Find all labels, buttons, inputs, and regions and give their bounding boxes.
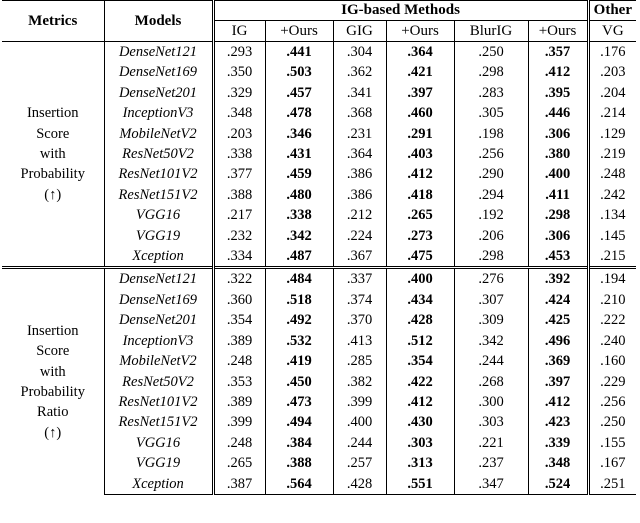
cell-ig: .334 (213, 246, 265, 268)
cell-blurig-ours: .357 (528, 42, 588, 63)
cell-blurig-ours: .380 (528, 144, 588, 164)
cell-gig-ours: .412 (386, 392, 454, 412)
col-header-blurig-ours: +Ours (528, 21, 588, 42)
cell-blurig: .283 (454, 83, 528, 103)
cell-blurig: .192 (454, 205, 528, 225)
cell-gig: .400 (333, 412, 386, 432)
cell-blurig-ours: .306 (528, 124, 588, 144)
cell-gig: .364 (333, 144, 386, 164)
cell-blurig-ours: .392 (528, 268, 588, 290)
cell-ig-ours: .459 (265, 164, 333, 184)
cell-ig: .389 (213, 331, 265, 351)
cell-gig: .337 (333, 268, 386, 290)
cell-blurig-ours: .339 (528, 433, 588, 453)
model-name: VGG19 (104, 226, 213, 246)
ig-group-header: IG-based Methods (213, 1, 588, 21)
metric-label (2, 268, 104, 494)
cell-gig: .368 (333, 103, 386, 123)
cell-gig: .386 (333, 164, 386, 184)
cell-gig-ours: .421 (386, 62, 454, 82)
cell-gig-ours: .418 (386, 185, 454, 205)
group-header-row (2, 1, 636, 21)
cell-ig: .248 (213, 351, 265, 371)
cell-blurig-ours: .369 (528, 351, 588, 371)
col-header-gig: GIG (333, 21, 386, 42)
cell-blurig-ours: .446 (528, 103, 588, 123)
model-name: ResNet151V2 (104, 412, 213, 432)
cell-ig-ours: .487 (265, 246, 333, 268)
cell-ig-ours: .484 (265, 268, 333, 290)
cell-vg: .176 (588, 42, 636, 63)
cell-vg: .160 (588, 351, 636, 371)
cell-gig-ours: .291 (386, 124, 454, 144)
cell-blurig-ours: .524 (528, 474, 588, 495)
cell-blurig-ours: .412 (528, 392, 588, 412)
models-header: Models (104, 1, 213, 42)
cell-vg: .145 (588, 226, 636, 246)
cell-gig-ours: .412 (386, 164, 454, 184)
cell-ig: .248 (213, 433, 265, 453)
cell-blurig: .298 (454, 62, 528, 82)
cell-vg: .194 (588, 268, 636, 290)
cell-gig: .374 (333, 290, 386, 310)
model-name: ResNet101V2 (104, 164, 213, 184)
metrics-header: Metrics (2, 1, 104, 42)
model-name: MobileNetV2 (104, 351, 213, 371)
cell-gig-ours: .460 (386, 103, 454, 123)
cell-ig-ours: .388 (265, 453, 333, 473)
cell-ig: .322 (213, 268, 265, 290)
cell-blurig: .237 (454, 453, 528, 473)
cell-gig: .341 (333, 83, 386, 103)
cell-ig: .360 (213, 290, 265, 310)
cell-gig-ours: .397 (386, 83, 454, 103)
cell-ig: .388 (213, 185, 265, 205)
cell-gig-ours: .551 (386, 474, 454, 495)
cell-ig-ours: .457 (265, 83, 333, 103)
cell-ig-ours: .450 (265, 372, 333, 392)
cell-ig-ours: .532 (265, 331, 333, 351)
cell-gig: .244 (333, 433, 386, 453)
cell-blurig: .244 (454, 351, 528, 371)
cell-blurig: .342 (454, 331, 528, 351)
results-table (2, 0, 636, 495)
cell-ig-ours: .384 (265, 433, 333, 453)
cell-ig: .353 (213, 372, 265, 392)
cell-gig-ours: .303 (386, 433, 454, 453)
cell-ig-ours: .338 (265, 205, 333, 225)
cell-blurig-ours: .412 (528, 62, 588, 82)
cell-gig-ours: .403 (386, 144, 454, 164)
cell-ig-ours: .518 (265, 290, 333, 310)
cell-gig-ours: .475 (386, 246, 454, 268)
cell-gig: .370 (333, 310, 386, 330)
model-name: DenseNet201 (104, 310, 213, 330)
cell-gig: .285 (333, 351, 386, 371)
cell-gig: .367 (333, 246, 386, 268)
cell-blurig: .309 (454, 310, 528, 330)
model-name: DenseNet169 (104, 290, 213, 310)
cell-blurig: .268 (454, 372, 528, 392)
metric-label-line: Probability (20, 383, 85, 400)
cell-ig-ours: .494 (265, 412, 333, 432)
cell-blurig-ours: .348 (528, 453, 588, 473)
cell-blurig-ours: .423 (528, 412, 588, 432)
cell-ig-ours: .492 (265, 310, 333, 330)
cell-blurig-ours: .395 (528, 83, 588, 103)
cell-ig: .217 (213, 205, 265, 225)
cell-blurig: .300 (454, 392, 528, 412)
cell-blurig: .307 (454, 290, 528, 310)
col-header-blurig: BlurIG (454, 21, 528, 42)
cell-vg: .219 (588, 144, 636, 164)
cell-gig: .231 (333, 124, 386, 144)
cell-gig-ours: .430 (386, 412, 454, 432)
cell-gig: .257 (333, 453, 386, 473)
cell-vg: .155 (588, 433, 636, 453)
cell-blurig: .198 (454, 124, 528, 144)
cell-blurig-ours: .298 (528, 205, 588, 225)
cell-blurig-ours: .424 (528, 290, 588, 310)
cell-blurig: .256 (454, 144, 528, 164)
cell-blurig: .298 (454, 246, 528, 268)
cell-blurig: .305 (454, 103, 528, 123)
results-table-container (2, 0, 636, 495)
cell-ig-ours: .480 (265, 185, 333, 205)
cell-ig: .348 (213, 103, 265, 123)
cell-blurig: .250 (454, 42, 528, 63)
cell-vg: .222 (588, 310, 636, 330)
model-name: ResNet151V2 (104, 185, 213, 205)
model-name: DenseNet201 (104, 83, 213, 103)
cell-gig: .399 (333, 392, 386, 412)
model-name: Xception (104, 474, 213, 495)
cell-blurig-ours: .425 (528, 310, 588, 330)
cell-ig-ours: .419 (265, 351, 333, 371)
cell-gig: .224 (333, 226, 386, 246)
cell-ig-ours: .431 (265, 144, 333, 164)
cell-gig-ours: .364 (386, 42, 454, 63)
cell-blurig-ours: .306 (528, 226, 588, 246)
cell-ig: .354 (213, 310, 265, 330)
cell-blurig-ours: .411 (528, 185, 588, 205)
cell-gig: .212 (333, 205, 386, 225)
cell-ig-ours: .503 (265, 62, 333, 82)
cell-gig-ours: .428 (386, 310, 454, 330)
cell-gig: .362 (333, 62, 386, 82)
cell-blurig: .294 (454, 185, 528, 205)
cell-ig-ours: .342 (265, 226, 333, 246)
cell-ig: .203 (213, 124, 265, 144)
cell-ig-ours: .564 (265, 474, 333, 495)
cell-ig-ours: .441 (265, 42, 333, 63)
cell-blurig: .290 (454, 164, 528, 184)
metric-label-line: Ratio (37, 404, 69, 421)
model-name: VGG19 (104, 453, 213, 473)
model-name: DenseNet121 (104, 42, 213, 63)
cell-vg: .242 (588, 185, 636, 205)
cell-vg: .250 (588, 412, 636, 432)
cell-vg: .167 (588, 453, 636, 473)
model-name: VGG16 (104, 433, 213, 453)
cell-gig-ours: .273 (386, 226, 454, 246)
cell-ig: .338 (213, 144, 265, 164)
cell-blurig: .221 (454, 433, 528, 453)
cell-gig-ours: .265 (386, 205, 454, 225)
model-name: Xception (104, 246, 213, 268)
cell-blurig: .347 (454, 474, 528, 495)
cell-ig: .350 (213, 62, 265, 82)
col-header-ig: IG (213, 21, 265, 42)
metric-label-line: (↑) (44, 186, 62, 203)
other-group-header: Other (588, 1, 636, 21)
model-name: ResNet50V2 (104, 144, 213, 164)
cell-gig: .386 (333, 185, 386, 205)
model-name: DenseNet169 (104, 62, 213, 82)
cell-blurig: .206 (454, 226, 528, 246)
model-name: DenseNet121 (104, 268, 213, 290)
cell-gig: .304 (333, 42, 386, 63)
cell-ig: .387 (213, 474, 265, 495)
cell-vg: .204 (588, 83, 636, 103)
cell-blurig: .303 (454, 412, 528, 432)
table-body (2, 42, 636, 495)
cell-blurig-ours: .453 (528, 246, 588, 268)
col-header-ig-ours: +Ours (265, 21, 333, 42)
cell-ig: .293 (213, 42, 265, 63)
cell-gig-ours: .434 (386, 290, 454, 310)
metric-label-line: with (39, 146, 66, 163)
table-row (2, 42, 636, 63)
metric-label-line: Score (36, 125, 70, 142)
model-name: InceptionV3 (104, 103, 213, 123)
cell-gig-ours: .512 (386, 331, 454, 351)
metric-label-line: Insertion (26, 322, 79, 339)
cell-ig: .389 (213, 392, 265, 412)
cell-vg: .215 (588, 246, 636, 268)
cell-ig: .399 (213, 412, 265, 432)
cell-gig-ours: .400 (386, 268, 454, 290)
model-name: MobileNetV2 (104, 124, 213, 144)
cell-ig-ours: .473 (265, 392, 333, 412)
metric-label-line: (↑) (44, 424, 62, 441)
cell-gig: .428 (333, 474, 386, 495)
cell-vg: .251 (588, 474, 636, 495)
metric-label-line: Score (36, 343, 70, 360)
metric-label (2, 42, 104, 268)
cell-gig-ours: .422 (386, 372, 454, 392)
cell-vg: .129 (588, 124, 636, 144)
cell-blurig-ours: .496 (528, 331, 588, 351)
cell-ig-ours: .478 (265, 103, 333, 123)
cell-vg: .256 (588, 392, 636, 412)
col-header-gig-ours: +Ours (386, 21, 454, 42)
cell-vg: .134 (588, 205, 636, 225)
metric-label-line: Insertion (26, 105, 79, 122)
cell-vg: .214 (588, 103, 636, 123)
cell-blurig-ours: .400 (528, 164, 588, 184)
cell-ig: .265 (213, 453, 265, 473)
cell-gig: .382 (333, 372, 386, 392)
cell-ig-ours: .346 (265, 124, 333, 144)
cell-blurig: .276 (454, 268, 528, 290)
cell-vg: .229 (588, 372, 636, 392)
metric-label-line: Probability (20, 166, 85, 183)
model-name: InceptionV3 (104, 331, 213, 351)
model-name: ResNet101V2 (104, 392, 213, 412)
model-name: VGG16 (104, 205, 213, 225)
table-row (2, 268, 636, 290)
cell-vg: .248 (588, 164, 636, 184)
cell-blurig-ours: .397 (528, 372, 588, 392)
model-name: ResNet50V2 (104, 372, 213, 392)
cell-ig: .329 (213, 83, 265, 103)
cell-vg: .203 (588, 62, 636, 82)
cell-ig: .232 (213, 226, 265, 246)
cell-gig-ours: .313 (386, 453, 454, 473)
cell-vg: .210 (588, 290, 636, 310)
cell-gig: .413 (333, 331, 386, 351)
metric-label-line: with (39, 363, 66, 380)
col-header-vg: VG (588, 21, 636, 42)
cell-vg: .240 (588, 331, 636, 351)
cell-ig: .377 (213, 164, 265, 184)
cell-gig-ours: .354 (386, 351, 454, 371)
